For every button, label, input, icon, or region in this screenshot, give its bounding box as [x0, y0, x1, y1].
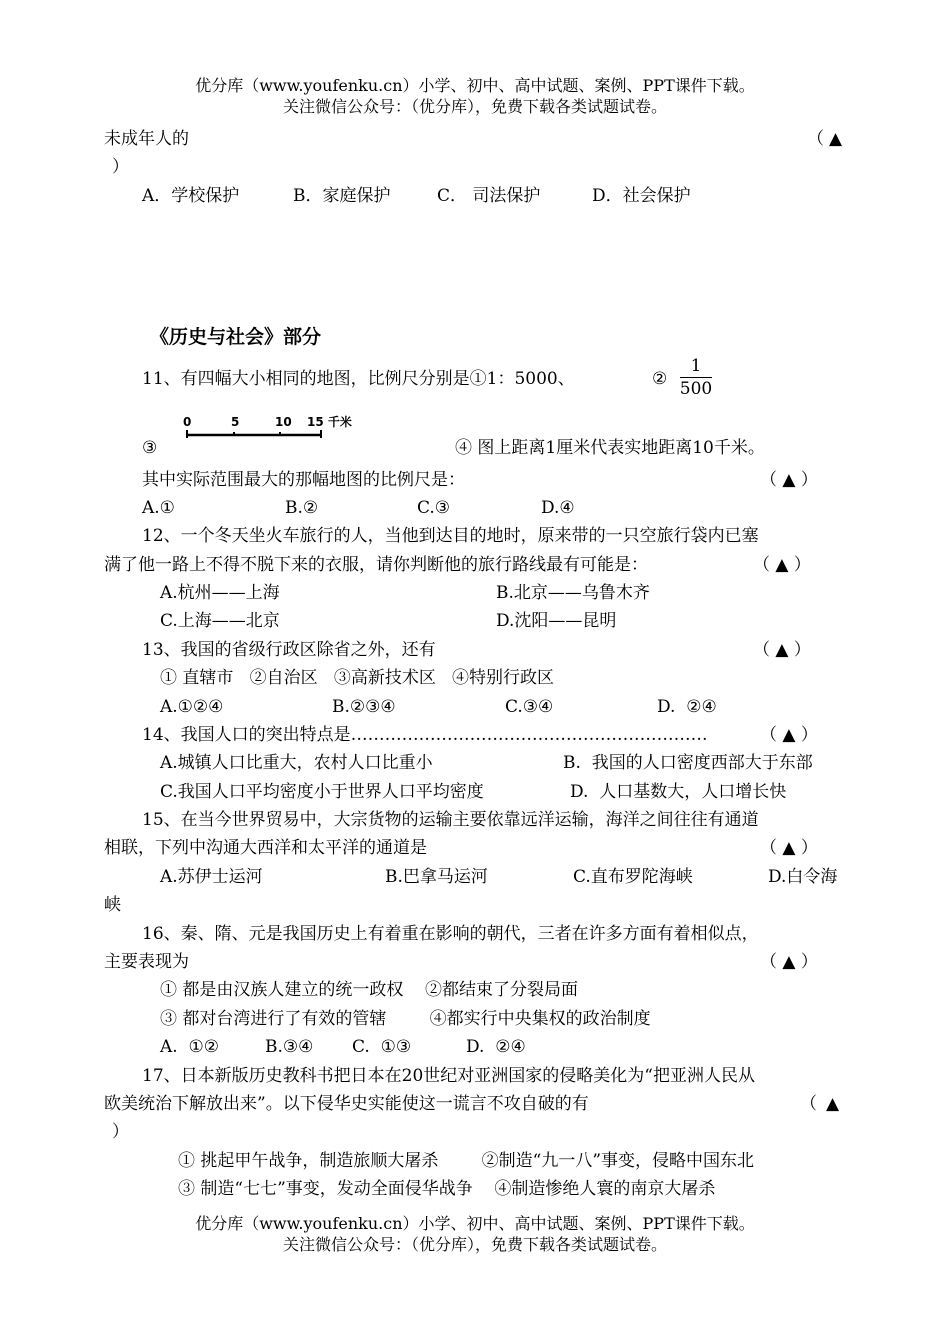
- q15-option-c: C.直布罗陀海峡: [573, 867, 693, 887]
- q12-option-d: D.沈阳——昆明: [496, 611, 617, 631]
- q13-option-b: B.②③④: [332, 697, 396, 717]
- q11-stem: 11、有四幅大小相同的地图，比例尺分别是①1：5000、: [142, 369, 575, 389]
- q15-option-b: B.巴拿马运河: [385, 867, 488, 887]
- q-prev-option-a: A．学校保护: [142, 186, 240, 206]
- q16-items-2: ③ 都对台湾进行了有效的管辖 ④都实行中央集权的政治制度: [160, 1009, 651, 1029]
- q15-option-a: A.苏伊士运河: [160, 867, 263, 887]
- q12-option-a: A.杭州——上海: [160, 583, 280, 603]
- scale-label-10: 10: [275, 415, 292, 429]
- q11-fraction-numerator: 1: [690, 356, 702, 376]
- q16-items-1: ① 都是由汉族人建立的统一政权 ②都结束了分裂局面: [160, 980, 579, 1000]
- q17-answer-triangle-icon: ▲: [826, 1094, 840, 1114]
- q-prev-option-c: C． 司法保护: [437, 186, 541, 206]
- q14-option-b: B. 我国的人口密度西部大于东部: [563, 753, 813, 773]
- q13-stem: 13、我国的省级行政区除省之外，还有: [142, 640, 436, 660]
- q11-answer-blank: （ ▲ ）: [760, 470, 818, 490]
- q11-item-4: ④ 图上距离1厘米代表实地距离10千米。: [455, 438, 765, 458]
- q11-fraction: [678, 356, 714, 399]
- q11-option-b: B.②: [285, 498, 319, 518]
- q17-items-2: ③ 制造“七七”事变，发动全面侵华战争 ④制造惨绝人寰的南京大屠杀: [178, 1179, 716, 1199]
- q12-line-1: 12、一个冬天坐火车旅行的人，当他到达目的地时，原来带的一只空旅行袋内已塞: [142, 526, 759, 546]
- scale-label-15km: 15 千米: [307, 415, 352, 429]
- header-line-1: 优分库（www.youfenku.cn）小学、初中、高中试题、案例、PPT课件下载。: [195, 76, 755, 95]
- section-title: 《历史与社会》部分: [150, 326, 322, 348]
- q13-option-d: D. ②④: [657, 697, 717, 717]
- q16-option-a: A. ①②: [160, 1037, 219, 1057]
- q16-line-1: 16、秦、隋、元是我国历史上有着重在影响的朝代，三者在许多方面有着相似点，: [142, 924, 759, 944]
- q13-answer-blank: （ ▲ ）: [753, 640, 811, 660]
- q11-fraction-denominator: 500: [679, 379, 713, 399]
- q12-line-2: 满了他一路上不得不脱下来的衣服，请你判断他的旅行路线最有可能是：: [104, 555, 648, 575]
- q15-answer-blank: （ ▲ ）: [760, 838, 818, 858]
- q14-option-c: C.我国人口平均密度小于世界人口平均密度: [160, 782, 484, 802]
- q11-option-d: D.④: [541, 498, 575, 518]
- footer-line-2: 关注微信公众号：（优分库），免费下载各类试题试卷。: [282, 1235, 667, 1254]
- q11-fraction-bar: [680, 377, 712, 378]
- q17-line-2: 欧美统治下解放出来”。以下侵华史实能使这一谎言不攻自破的有: [104, 1094, 589, 1114]
- q11-option-c: C.③: [417, 498, 451, 518]
- q15-option-d-wrap: 峡: [104, 895, 121, 915]
- q11-question: 其中实际范围最大的那幅地图的比例尺是：: [142, 470, 465, 490]
- q17-line-1: 17、日本新版历史教科书把日本在20世纪对亚洲国家的侵略美化为“把亚洲人民从: [142, 1066, 755, 1086]
- q15-line-1: 15、在当今世界贸易中，大宗货物的运输主要依靠远洋运输，海洋之间往往有通道: [142, 810, 759, 830]
- q15-option-d: D.白令海: [768, 867, 838, 887]
- q15-line-2: 相联，下列中沟通大西洋和太平洋的通道是: [104, 838, 427, 858]
- q-prev-option-b: B．家庭保护: [293, 186, 391, 206]
- q16-option-d: D. ②④: [466, 1037, 526, 1057]
- scale-label-5: 5: [231, 415, 240, 429]
- q13-option-c: C.③④: [505, 697, 554, 717]
- q-prev-paren-open: （: [807, 129, 824, 149]
- q11-circle-2: ②: [652, 369, 668, 389]
- q14-option-a: A.城镇人口比重大，农村人口比重小: [160, 753, 433, 773]
- header-line-2: 关注微信公众号：（优分库），免费下载各类试题试卷。: [282, 97, 667, 116]
- q16-option-b: B.③④: [265, 1037, 314, 1057]
- q13-items: ① 直辖市 ②自治区 ③高新技术区 ④特别行政区: [160, 668, 555, 688]
- q14-stem: 14、我国人口的突出特点是………………………………………………………: [142, 725, 708, 745]
- answer-triangle-icon: ▲: [829, 129, 843, 149]
- q16-answer-blank: （ ▲ ）: [760, 952, 818, 972]
- q-prev-continuation: 未成年人的: [104, 129, 189, 149]
- q11-scale-bar-icon: [181, 413, 371, 445]
- q16-option-c: C. ①③: [352, 1037, 412, 1057]
- q17-paren-close: ）: [112, 1122, 129, 1142]
- q13-option-a: A.①②④: [160, 697, 224, 717]
- q17-items-1: ① 挑起甲午战争，制造旅顺大屠杀 ②制造“九一八”事变，侵略中国东北: [178, 1151, 755, 1171]
- scale-label-0: 0: [183, 415, 192, 429]
- q17-paren-open: （: [800, 1094, 817, 1114]
- q11-option-a: A.①: [142, 498, 175, 518]
- q-prev-paren-close: ）: [112, 157, 129, 177]
- q12-answer-blank: （ ▲ ）: [753, 555, 811, 575]
- footer-line-1: 优分库（www.youfenku.cn）小学、初中、高中试题、案例、PPT课件下载。: [195, 1214, 755, 1233]
- q11-circle-3: ③: [142, 438, 158, 458]
- q12-option-b: B.北京——乌鲁木齐: [496, 583, 650, 603]
- q12-option-c: C.上海——北京: [160, 611, 280, 631]
- q-prev-option-d: D．社会保护: [592, 186, 691, 206]
- q14-answer-blank: （ ▲ ）: [760, 725, 818, 745]
- q16-line-2: 主要表现为: [104, 952, 189, 972]
- q14-option-d: D. 人口基数大，人口增长快: [570, 782, 787, 802]
